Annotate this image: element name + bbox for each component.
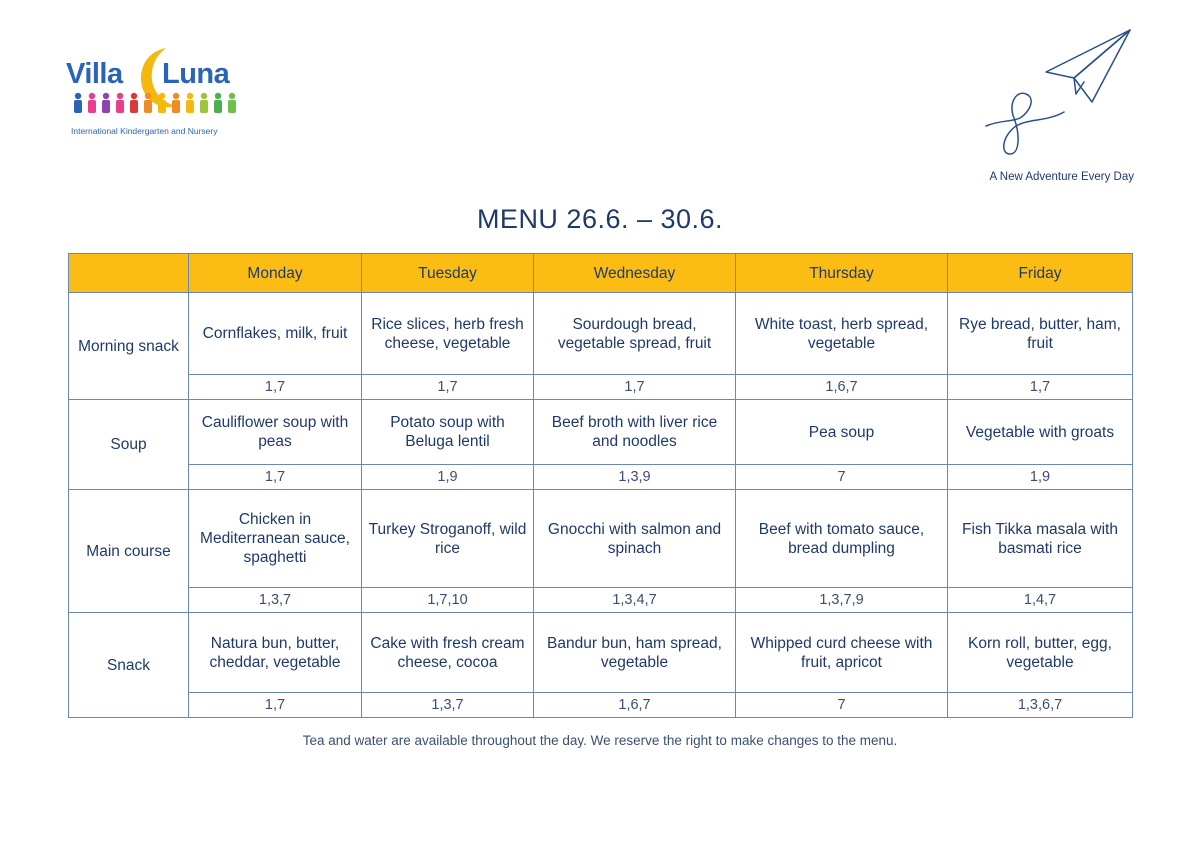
meal-label: Soup <box>69 400 189 490</box>
dish-cell: White toast, herb spread, vegetable <box>736 293 948 375</box>
logo-subtitle: International Kindergarten and Nursery <box>71 126 218 136</box>
allergen-codes: 1,9 <box>362 465 534 490</box>
allergen-codes: 1,6,7 <box>736 375 948 400</box>
menu-header-row <box>69 254 1133 293</box>
dish-cell: Potato soup with Beluga lentil <box>362 400 534 465</box>
dish-cell: Rye bread, butter, ham, fruit <box>948 293 1133 375</box>
menu-table <box>68 253 1133 718</box>
dish-cell: Bandur bun, ham spread, vegetable <box>534 613 736 693</box>
tagline: A New Adventure Every Day <box>989 171 1134 183</box>
allergen-codes: 1,7 <box>534 375 736 400</box>
dish-cell: Fish Tikka masala with basmati rice <box>948 490 1133 588</box>
day-header: Monday <box>189 254 362 293</box>
allergen-codes: 1,9 <box>948 465 1133 490</box>
allergen-codes: 1,7 <box>948 375 1133 400</box>
dish-cell: Cauliflower soup with peas <box>189 400 362 465</box>
day-header: Friday <box>948 254 1133 293</box>
dish-cell: Cornflakes, milk, fruit <box>189 293 362 375</box>
day-header: Wednesday <box>534 254 736 293</box>
header-corner <box>69 254 189 293</box>
allergen-codes: 1,3,4,7 <box>534 588 736 613</box>
dish-cell: Rice slices, herb fresh cheese, vegetable <box>362 293 534 375</box>
meal-label: Main course <box>69 490 189 613</box>
dish-cell: Gnocchi with salmon and spinach <box>534 490 736 588</box>
menu-row-snack <box>69 613 1133 693</box>
meal-label: Snack <box>69 613 189 718</box>
allergen-codes: 1,7 <box>189 375 362 400</box>
logo-word-villa: Villa <box>66 58 123 90</box>
dish-cell: Turkey Stroganoff, wild rice <box>362 490 534 588</box>
dish-cell: Cake with fresh cream cheese, cocoa <box>362 613 534 693</box>
day-header: Tuesday <box>362 254 534 293</box>
allergen-codes: 1,7 <box>362 375 534 400</box>
dish-cell: Sourdough bread, vegetable spread, fruit <box>534 293 736 375</box>
dish-cell: Pea soup <box>736 400 948 465</box>
allergen-codes: 1,3,9 <box>534 465 736 490</box>
allergen-codes: 1,3,7 <box>189 588 362 613</box>
dish-cell: Chicken in Mediterranean sauce, spaghetti <box>189 490 362 588</box>
allergen-row <box>69 375 1133 400</box>
allergen-codes: 1,7 <box>189 693 362 718</box>
allergen-codes: 7 <box>736 465 948 490</box>
allergen-codes: 1,6,7 <box>534 693 736 718</box>
dish-cell: Korn roll, butter, egg, vegetable <box>948 613 1133 693</box>
footer-note: Tea and water are available throughout the day. We reserve the right to make changes to the menu. <box>302 733 898 748</box>
allergen-row <box>69 588 1133 613</box>
meal-label: Morning snack <box>69 293 189 400</box>
allergen-codes: 1,4,7 <box>948 588 1133 613</box>
allergen-codes: 1,3,7,9 <box>736 588 948 613</box>
dish-cell: Natura bun, butter, cheddar, vegetable <box>189 613 362 693</box>
page-title: MENU 26.6. – 30.6. <box>476 204 724 234</box>
dish-cell: Beef broth with liver rice and noodles <box>534 400 736 465</box>
dish-cell: Vegetable with groats <box>948 400 1133 465</box>
day-header: Thursday <box>736 254 948 293</box>
villa-luna-logo <box>66 44 246 140</box>
logo-word-luna: Luna <box>162 58 230 90</box>
dish-cell: Beef with tomato sauce, bread dumpling <box>736 490 948 588</box>
allergen-codes: 1,3,6,7 <box>948 693 1133 718</box>
dish-cell: Whipped curd cheese with fruit, apricot <box>736 613 948 693</box>
menu-row-main-course <box>69 490 1133 588</box>
allergen-row <box>69 465 1133 490</box>
allergen-row <box>69 693 1133 718</box>
allergen-codes: 1,7,10 <box>362 588 534 613</box>
children-row-icon <box>70 92 242 114</box>
allergen-codes: 1,3,7 <box>362 693 534 718</box>
menu-row-soup <box>69 400 1133 465</box>
paper-plane-icon <box>980 26 1140 162</box>
allergen-codes: 7 <box>736 693 948 718</box>
menu-row-morning-snack <box>69 293 1133 375</box>
allergen-codes: 1,7 <box>189 465 362 490</box>
